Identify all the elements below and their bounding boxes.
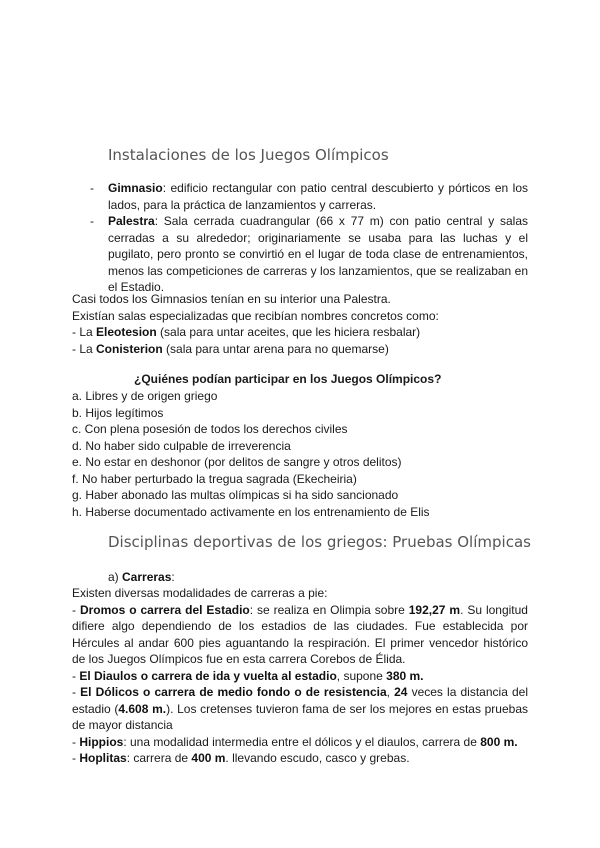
- subheading-colon: :: [171, 570, 175, 584]
- term-gimnasio: Gimnasio: [108, 181, 163, 195]
- race-dash: -: [72, 602, 80, 617]
- race-term: El Dólicos o carrera de medio fondo o de resistencia: [80, 685, 387, 699]
- requirement-item: h. Haberse documentado activamente en los entrenamiento de Elis: [72, 504, 430, 519]
- race-dash: -: [72, 685, 81, 699]
- requirements-list: [72, 388, 528, 520]
- race-distance: 380 m.: [386, 668, 424, 683]
- race-text: , supone: [336, 668, 387, 683]
- room-conisterion: [72, 341, 528, 358]
- race-dash: -: [72, 668, 80, 683]
- room-description: (sala para untar arena para no quemarse): [162, 341, 389, 356]
- race-dash: -: [72, 751, 80, 765]
- subheading-carreras: [108, 570, 175, 584]
- requirement-item: g. Haber abonado las multas olímpicas si ha sido sancionado: [72, 488, 399, 502]
- requirement-item: a. Libres y de origen griego: [72, 389, 218, 403]
- bullet-palestra: [90, 213, 528, 296]
- room-eleotesion: [72, 324, 528, 341]
- race-diaulos: [72, 668, 528, 685]
- race-term: El Diaulos o carrera de ida y vuelta al estadio: [79, 668, 337, 683]
- requirement-item: c. Con plena posesión de todos los derechos civiles: [72, 422, 348, 436]
- race-text: ,: [386, 685, 395, 699]
- race-text: veces la distancia del estadio (: [72, 685, 528, 716]
- term-conisterion: Conisterion: [96, 341, 163, 356]
- races-section: [72, 585, 528, 767]
- definition-palestra: : Sala cerrada cuadrangular (66 x 77 m) con patio central y salas cerradas a su alrededor; originariamente se usaba para las luchas y el pugilato, pero pronto se convirtió en el lugar de toda clase de entrenamientos, menos las competiciones de carreras y los lanzamientos, que se realizaban en el Estadio.: [108, 214, 528, 294]
- race-text: : carrera de: [126, 751, 192, 765]
- race-text: . Su longitud difiere algo dependiendo de los estadios de las ciudades. Fue establecida por Hércules al andar 600 pies aguantando la respiración. El primer vencedor histórico de los Juegos Olímpicos fue en esta carrera Corebos de Élida.: [72, 602, 528, 666]
- race-hoplitas: [72, 750, 528, 767]
- requirement-item: e. No estar en deshonor (por delitos de sangre y otros delitos): [72, 455, 402, 469]
- race-text: : se realiza en Olimpia sobre: [249, 602, 409, 617]
- question-participants: ¿Quiénes podían participar en los Juegos Olímpicos?: [134, 372, 442, 386]
- bullet-text: [108, 213, 528, 296]
- race-term: Hippios: [79, 734, 124, 749]
- race-dash: -: [72, 734, 80, 749]
- section-heading-disciplines: Disciplinas deportivas de los griegos: Pruebas Olímpicas: [108, 533, 531, 551]
- race-term: Hoplitas: [79, 751, 127, 765]
- subheading-marker: a): [108, 570, 123, 584]
- paragraph-rooms-intro: Existían salas especializadas que recibían nombres concretos como:: [72, 308, 439, 323]
- race-multiplier: 24: [394, 685, 408, 699]
- bullet-gimnasio: [90, 180, 528, 213]
- paragraph-palestra-note: Casi todos los Gimnasios tenían en su interior una Palestra.: [72, 292, 391, 306]
- room-dash: - La: [72, 325, 97, 339]
- race-term: Dromos o carrera del Estadio: [79, 602, 250, 617]
- race-distance: 192,27 m: [408, 602, 461, 617]
- race-distance: 400 m: [191, 751, 226, 765]
- requirement-item: f. No haber perturbado la tregua sagrada (Ekecheiria): [72, 471, 357, 486]
- term-eleotesion: Eleotesion: [96, 325, 157, 339]
- race-distance: 4.608 m.: [118, 701, 167, 716]
- bullet-dash: -: [90, 214, 94, 228]
- race-text: : una modalidad intermedia entre el dólicos y el diaulos, carrera de: [123, 734, 481, 749]
- bullet-text: [108, 180, 528, 213]
- requirement-item: d. No haber sido culpable de irreverencia: [72, 438, 291, 453]
- race-text: . llevando escudo, casco y grebas.: [225, 751, 410, 765]
- gymnasium-paragraphs: [72, 291, 528, 357]
- room-description: (sala para untar aceites, que les hiciera resbalar): [156, 325, 421, 339]
- requirement-item: b. Hijos legítimos: [72, 405, 164, 420]
- race-text: ). Los cretenses tuvieron fama de ser los mejores en estas pruebas de mayor distancia: [72, 701, 528, 732]
- term-palestra: Palestra: [108, 214, 155, 228]
- subheading-term: Carreras: [122, 570, 172, 584]
- race-dromos: [72, 602, 528, 668]
- room-dash: - La: [72, 341, 97, 356]
- section-heading-installations: Instalaciones de los Juegos Olímpicos: [108, 146, 389, 164]
- bullet-dash: -: [90, 181, 94, 195]
- race-distance: 800 m.: [480, 734, 518, 749]
- definition-gimnasio: : edificio rectangular con patio central descubierto y pórticos en los lados, para la práctica de lanzamientos y carreras.: [108, 181, 528, 212]
- race-hippios: [72, 734, 528, 751]
- race-dolicos: [72, 684, 528, 734]
- races-intro: Existen diversas modalidades de carreras a pie:: [72, 586, 328, 600]
